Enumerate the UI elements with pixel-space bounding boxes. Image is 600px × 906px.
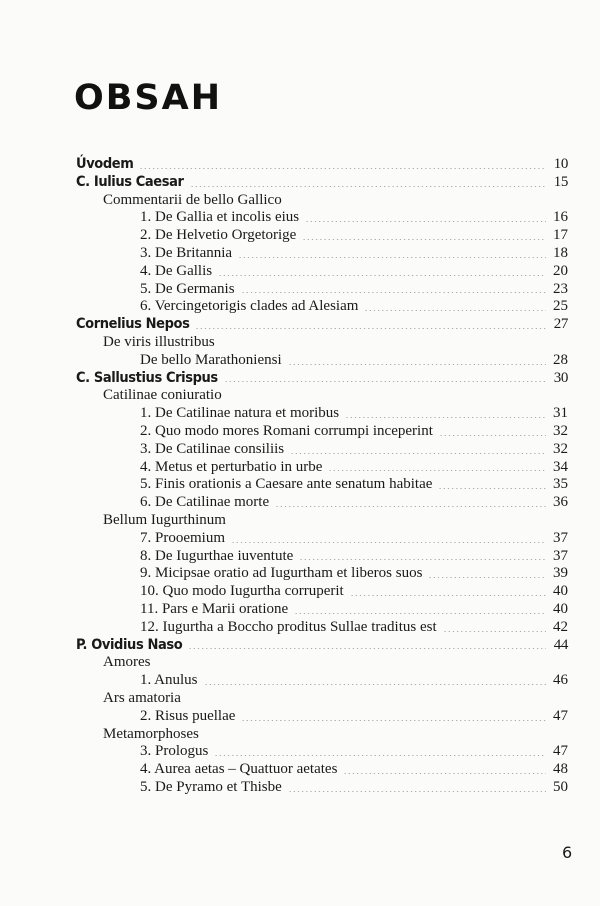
toc-entry-page: 32 [553, 422, 568, 439]
dot-leader [188, 648, 546, 649]
toc-entry-title: 5. De Germanis [140, 280, 235, 297]
toc-entry-page: 18 [553, 244, 568, 261]
toc-work-heading [76, 387, 568, 405]
toc-entry-page: 50 [553, 778, 568, 795]
dot-leader [294, 613, 546, 614]
toc-entry-title: 4. Aurea aetas – Quattuor aetates [140, 761, 338, 778]
toc-entry-title: 4. Metus et perturbatio in urbe [140, 458, 323, 475]
table-of-contents [76, 156, 568, 797]
toc-entry-page: 42 [553, 618, 568, 635]
toc-entry-page: 16 [553, 209, 568, 226]
dot-leader [328, 470, 546, 471]
toc-entry [76, 761, 568, 779]
toc-entry [76, 209, 568, 227]
toc-entry-title: 12. Iugurtha a Boccho proditus Sullae traditus est [140, 618, 437, 635]
toc-entry-page: 25 [553, 298, 568, 315]
dot-leader [231, 542, 546, 543]
toc-entry-title: 5. De Pyramo et Thisbe [140, 778, 282, 795]
toc-entry-page: 31 [553, 405, 568, 422]
toc-entry-title: Cornelius Nepos [76, 316, 190, 333]
dot-leader [190, 186, 546, 187]
dot-leader [204, 684, 546, 685]
toc-entry [76, 494, 568, 512]
dot-leader [288, 791, 546, 792]
toc-entry-page: 35 [553, 476, 568, 493]
toc-entry-title: De bello Marathoniensi [140, 351, 282, 368]
dot-leader [364, 310, 546, 311]
toc-entry-title: 6. Vercingetorigis clades ad Alesiam [140, 298, 359, 315]
toc-entry-title: Bellum Iugurthinum [103, 511, 226, 528]
dot-leader [275, 506, 546, 507]
toc-entry [76, 459, 568, 477]
toc-entry-page: 39 [553, 565, 568, 582]
dot-leader [428, 577, 546, 578]
toc-entry-title: 3. De Britannia [140, 244, 233, 261]
toc-entry-page: 15 [553, 173, 568, 190]
toc-entry [76, 708, 568, 726]
toc-entry-page: 40 [553, 583, 568, 600]
dot-leader [343, 773, 546, 774]
toc-entry-title: 1. Anulus [140, 672, 198, 689]
toc-entry [76, 298, 568, 316]
toc-entry [76, 601, 568, 619]
toc-entry [76, 245, 568, 263]
toc-entry-title: 1. De Catilinae natura et moribus [140, 405, 340, 422]
toc-entry-page: 44 [553, 636, 568, 653]
toc-entry-page: 20 [553, 262, 568, 279]
page-title: OBSAH [74, 78, 223, 118]
toc-entry-page: 23 [553, 280, 568, 297]
toc-entry-page: 30 [553, 369, 568, 386]
toc-entry [76, 548, 568, 566]
toc-entry-title: C. Iulius Caesar [76, 173, 184, 190]
dot-leader [302, 239, 546, 240]
toc-entry-title: 4. De Gallis [140, 262, 213, 279]
toc-author-entry [76, 370, 568, 388]
toc-entry-page: 32 [553, 440, 568, 457]
toc-entry-title: 11. Pars e Marii oratione [140, 600, 289, 617]
toc-entry [76, 352, 568, 370]
toc-entry [76, 263, 568, 281]
toc-entry-title: Catilinae coniuratio [103, 387, 222, 404]
toc-entry [76, 565, 568, 583]
toc-entry-title: 2. De Helvetio Orgetorige [140, 227, 297, 244]
toc-entry-title: 3. De Catilinae consiliis [140, 440, 285, 457]
toc-work-heading [76, 192, 568, 210]
toc-entry [76, 441, 568, 459]
toc-author-entry [76, 156, 568, 174]
toc-entry [76, 583, 568, 601]
toc-entry-title: 2. Quo modo mores Romani corrumpi inceperint [140, 422, 433, 439]
toc-entry-title: C. Sallustius Crispus [76, 369, 218, 386]
toc-entry [76, 530, 568, 548]
toc-entry-page: 37 [553, 547, 568, 564]
dot-leader [443, 631, 546, 632]
toc-entry-title: 3. Prologus [140, 743, 209, 760]
toc-entry-title: 2. Risus puellae [140, 707, 236, 724]
toc-entry-page: 47 [553, 743, 568, 760]
toc-entry-title: P. Ovidius Naso [76, 636, 183, 653]
dot-leader [290, 453, 546, 454]
toc-entry-page: 40 [553, 600, 568, 617]
toc-entry-title: De viris illustribus [103, 333, 215, 350]
toc-entry-title: Metamorphoses [103, 725, 199, 742]
dot-leader [195, 328, 546, 329]
toc-entry-page: 27 [553, 316, 568, 333]
toc-entry-title: 9. Micipsae oratio ad Iugurtham et liberos suos [140, 565, 423, 582]
dot-leader [241, 292, 546, 293]
toc-entry-title: 7. Prooemium [140, 529, 225, 546]
toc-entry-page: 48 [553, 761, 568, 778]
dot-leader [224, 381, 546, 382]
toc-entry-page: 37 [553, 529, 568, 546]
toc-entry [76, 405, 568, 423]
toc-entry-title: Amores [103, 654, 151, 671]
toc-entry-title: Ars amatoria [103, 689, 181, 706]
toc-entry-page: 17 [553, 227, 568, 244]
toc-work-heading [76, 654, 568, 672]
toc-entry-title: 1. De Gallia et incolis eius [140, 209, 300, 226]
toc-entry-title: 5. Finis orationis a Caesare ante senatum habitae [140, 476, 433, 493]
toc-entry-page: 36 [553, 494, 568, 511]
dot-leader [439, 435, 546, 436]
toc-entry [76, 227, 568, 245]
toc-author-entry [76, 174, 568, 192]
toc-entry [76, 619, 568, 637]
toc-work-heading [76, 690, 568, 708]
dot-leader [214, 755, 546, 756]
dot-leader [350, 595, 546, 596]
dot-leader [241, 720, 546, 721]
toc-work-heading [76, 726, 568, 744]
toc-work-heading [76, 334, 568, 352]
toc-entry-title: Úvodem [76, 156, 134, 172]
dot-leader [345, 417, 546, 418]
dot-leader [305, 221, 546, 222]
toc-entry-title: 8. De Iugurthae iuventute [140, 547, 294, 564]
dot-leader [299, 559, 546, 560]
toc-entry-page: 47 [553, 707, 568, 724]
toc-entry [76, 672, 568, 690]
toc-work-heading [76, 512, 568, 530]
toc-entry [76, 743, 568, 761]
dot-leader [288, 364, 546, 365]
toc-author-entry [76, 316, 568, 334]
toc-entry-title: 6. De Catilinae morte [140, 494, 270, 511]
toc-entry [76, 281, 568, 299]
toc-entry-page: 10 [553, 156, 568, 172]
toc-entry-page: 46 [553, 672, 568, 689]
toc-entry-page: 28 [553, 351, 568, 368]
toc-author-entry [76, 637, 568, 655]
toc-entry [76, 779, 568, 797]
toc-entry [76, 423, 568, 441]
dot-leader [438, 488, 546, 489]
toc-entry-title: 10. Quo modo Iugurtha corruperit [140, 583, 344, 600]
dot-leader [218, 275, 546, 276]
dot-leader [238, 257, 546, 258]
dot-leader [139, 168, 546, 169]
toc-entry-page: 34 [553, 458, 568, 475]
toc-entry-title: Commentarii de bello Gallico [103, 191, 282, 208]
toc-entry [76, 476, 568, 494]
page-number: 6 [562, 843, 573, 862]
